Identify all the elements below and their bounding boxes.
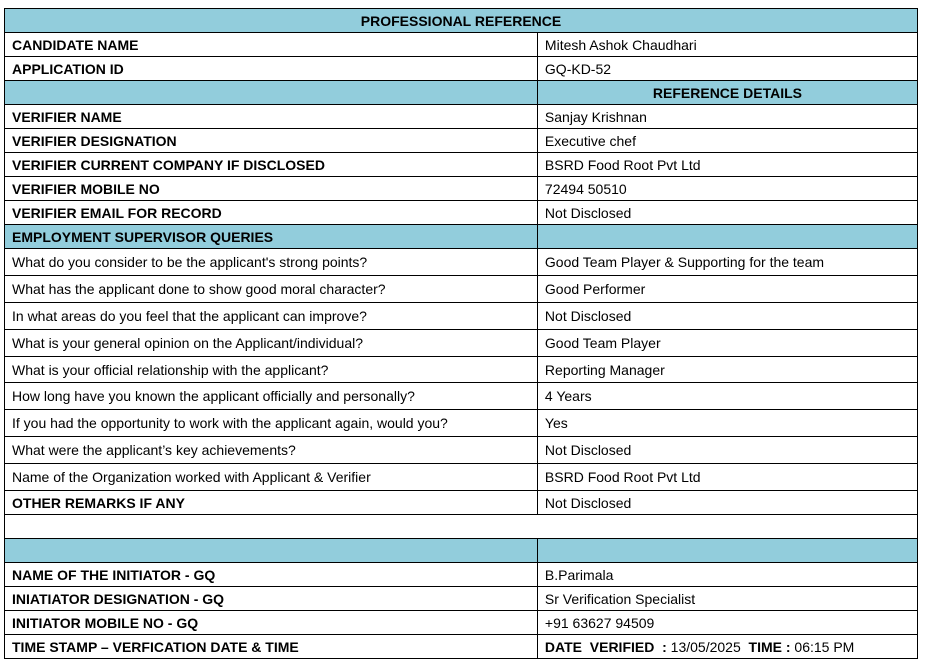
field-label: NAME OF THE INITIATOR - GQ xyxy=(5,563,538,587)
query-row xyxy=(5,329,918,356)
field-value: B.Parimala xyxy=(537,563,917,587)
query-question: What is your general opinion on the Applicant/individual? xyxy=(5,329,538,356)
field-label: VERIFIER NAME xyxy=(5,105,538,129)
header-empty-cell xyxy=(537,225,917,249)
field-value: Sanjay Krishnan xyxy=(537,105,917,129)
title-row xyxy=(5,9,918,33)
field-label: VERIFIER CURRENT COMPANY IF DISCLOSED xyxy=(5,153,538,177)
query-answer: 4 Years xyxy=(537,383,917,410)
field-value: +91 63627 94509 xyxy=(537,611,917,635)
query-answer: BSRD Food Root Pvt Ltd xyxy=(537,464,917,491)
initiator-name-row xyxy=(5,563,918,587)
query-row xyxy=(5,356,918,383)
verifier-company-row xyxy=(5,153,918,177)
field-label: APPLICATION ID xyxy=(5,57,538,81)
application-id-row xyxy=(5,57,918,81)
field-label: INITIATOR MOBILE NO - GQ xyxy=(5,611,538,635)
field-label: INIATIATOR DESIGNATION - GQ xyxy=(5,587,538,611)
timestamp-row xyxy=(5,635,918,659)
query-answer: Good Team Player xyxy=(537,329,917,356)
field-label: VERIFIER EMAIL FOR RECORD xyxy=(5,201,538,225)
date-verified-value: 13/05/2025 xyxy=(666,638,741,655)
field-label: CANDIDATE NAME xyxy=(5,33,538,57)
query-row xyxy=(5,410,918,437)
verifier-mobile-row xyxy=(5,177,918,201)
query-answer: Reporting Manager xyxy=(537,356,917,383)
verifier-email-row xyxy=(5,201,918,225)
query-row xyxy=(5,464,918,491)
header-empty-cell xyxy=(5,81,538,105)
query-answer: Yes xyxy=(537,410,917,437)
query-question: What were the applicant’s key achievements? xyxy=(5,437,538,464)
query-question: What is your official relationship with the applicant? xyxy=(5,356,538,383)
query-answer: Not Disclosed xyxy=(537,302,917,329)
band-empty-cell xyxy=(5,539,538,563)
field-value: 72494 50510 xyxy=(537,177,917,201)
page-title: PROFESSIONAL REFERENCE xyxy=(5,9,918,33)
query-answer: Good Team Player & Supporting for the team xyxy=(537,249,917,276)
timestamp-value xyxy=(537,635,917,659)
field-value: BSRD Food Root Pvt Ltd xyxy=(537,153,917,177)
blank-cell xyxy=(5,515,918,539)
reference-details-header: REFERENCE DETAILS xyxy=(537,81,917,105)
band-empty-cell xyxy=(537,539,917,563)
queries-header: EMPLOYMENT SUPERVISOR QUERIES xyxy=(5,225,538,249)
queries-header-row xyxy=(5,225,918,249)
verifier-designation-row xyxy=(5,129,918,153)
query-question: If you had the opportunity to work with the applicant again, would you? xyxy=(5,410,538,437)
query-question: What has the applicant done to show good moral character? xyxy=(5,275,538,302)
timestamp-label: TIME STAMP – VERFICATION DATE & TIME xyxy=(5,635,538,659)
blank-spacer-row xyxy=(5,515,918,539)
initiator-mobile-row xyxy=(5,611,918,635)
reference-details-header-row xyxy=(5,81,918,105)
field-label: VERIFIER DESIGNATION xyxy=(5,129,538,153)
query-row xyxy=(5,249,918,276)
candidate-name-row xyxy=(5,33,918,57)
query-question: What do you consider to be the applicant's strong points? xyxy=(5,249,538,276)
query-question: Name of the Organization worked with Applicant & Verifier xyxy=(5,464,538,491)
query-row xyxy=(5,302,918,329)
field-value: Not Disclosed xyxy=(537,201,917,225)
query-answer: Not Disclosed xyxy=(537,437,917,464)
other-remarks-row xyxy=(5,491,918,515)
query-question: In what areas do you feel that the applicant can improve? xyxy=(5,302,538,329)
query-row xyxy=(5,275,918,302)
query-answer: Good Performer xyxy=(537,275,917,302)
date-verified-label: DATE VERIFIED : xyxy=(544,638,667,655)
initiator-band-row xyxy=(5,539,918,563)
field-label: VERIFIER MOBILE NO xyxy=(5,177,538,201)
query-row xyxy=(5,437,918,464)
verifier-name-row xyxy=(5,105,918,129)
field-value: GQ-KD-52 xyxy=(537,57,917,81)
field-value: Not Disclosed xyxy=(537,491,917,515)
professional-reference-table xyxy=(4,8,918,659)
initiator-designation-row xyxy=(5,587,918,611)
field-value: Mitesh Ashok Chaudhari xyxy=(537,33,917,57)
field-value: Sr Verification Specialist xyxy=(537,587,917,611)
field-label: OTHER REMARKS IF ANY xyxy=(5,491,538,515)
query-question: How long have you known the applicant officially and personally? xyxy=(5,383,538,410)
time-value: 06:15 PM xyxy=(790,638,855,655)
time-label: TIME : xyxy=(740,638,791,655)
field-value: Executive chef xyxy=(537,129,917,153)
query-row xyxy=(5,383,918,410)
